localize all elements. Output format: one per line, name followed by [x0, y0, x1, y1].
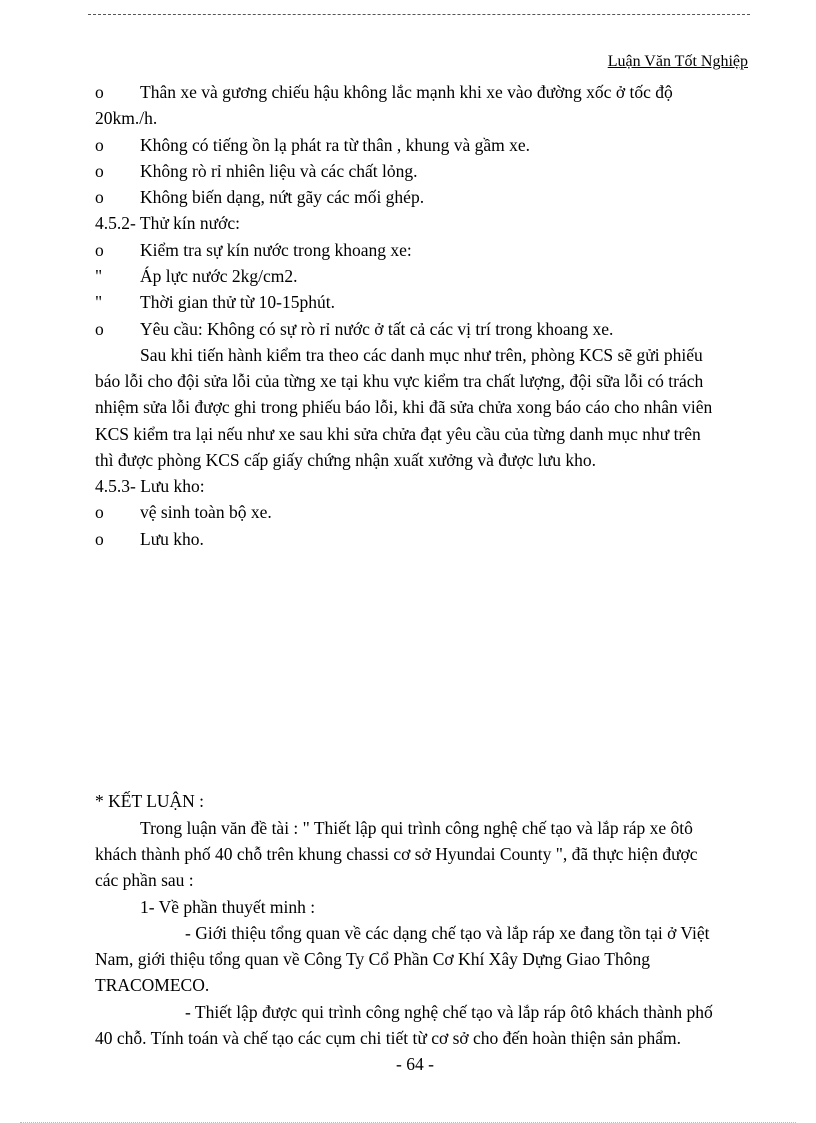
bullet-marker: o — [95, 529, 104, 549]
bullet-marker: o — [95, 187, 104, 207]
conclusion-heading: * KẾT LUẬN : — [95, 791, 205, 811]
bullet-marker: o — [95, 82, 104, 102]
bullet-marker: o — [95, 161, 104, 181]
paragraph-line: báo lỗi cho đội sửa lỗi của từng xe tại khu vực kiểm tra chất lượng, đội sữa lỗi có trách — [95, 371, 704, 391]
section-heading: 4.5.3- Lưu kho: — [95, 476, 205, 496]
bullet-marker: o — [95, 240, 104, 260]
paragraph-line: KCS kiểm tra lại nếu như xe sau khi sửa chửa đạt yêu cầu của từng danh mục như trên — [95, 424, 701, 444]
paragraph-line: - Thiết lập được qui trình công nghệ chế tạo và lắp ráp ôtô khách thành phố — [185, 1002, 713, 1022]
paragraph-line: thì được phòng KCS cấp giấy chứng nhận xuất xưởng và được lưu kho. — [95, 450, 596, 470]
paragraph-line: - Giới thiệu tổng quan về các dạng chế tạo và lắp ráp xe đang tồn tại ở Việt — [185, 923, 710, 943]
list-item-text: Kiểm tra sự kín nước trong khoang xe: — [140, 240, 412, 260]
list-item-text: Không biến dạng, nứt gãy các mối ghép. — [140, 187, 425, 207]
part-heading: 1- Về phần thuyết minh : — [140, 897, 316, 917]
list-item-text: Yêu cầu: Không có sự rò rỉ nước ở tất cả các vị trí trong khoang xe. — [140, 319, 614, 339]
paragraph-line: Sau khi tiến hành kiểm tra theo các danh mục như trên, phòng KCS sẽ gửi phiếu — [140, 345, 703, 365]
paragraph-line: TRACOMECO. — [95, 975, 210, 995]
bullet-marker: " — [95, 266, 103, 286]
list-item-text: Lưu kho. — [140, 529, 204, 549]
bullet-marker: o — [95, 319, 104, 339]
page-number: - 64 - — [396, 1054, 434, 1074]
header-rule — [88, 14, 750, 15]
paragraph-line: các phần sau : — [95, 870, 194, 890]
list-item-text: vệ sinh toàn bộ xe. — [140, 502, 272, 522]
section-heading: 4.5.2- Thử kín nước: — [95, 213, 241, 233]
list-item-text: Thân xe và gương chiếu hậu không lắc mạnh khi xe vào đường xốc ở tốc độ — [140, 82, 673, 102]
paragraph-line: Trong luận văn đề tài : " Thiết lập qui trình công nghệ chế tạo và lắp ráp xe ôtô — [140, 818, 693, 838]
list-item-text: Áp lực nước 2kg/cm2. — [140, 266, 298, 286]
paragraph-line: Nam, giới thiệu tổng quan về Công Ty Cổ Phần Cơ Khí Xây Dựng Giao Thông — [95, 949, 650, 969]
continuation-text: 20km./h. — [95, 108, 158, 128]
paragraph-line: 40 chỗ. Tính toán và chế tạo các cụm chi tiết từ cơ sở cho đến hoàn thiện sản phẩm. — [95, 1028, 682, 1048]
paragraph-line: nhiệm sửa lỗi được ghi trong phiếu báo lỗi, khi đã sửa chửa xong báo cáo cho nhân viên — [95, 397, 713, 417]
list-item-text: Không có tiếng ồn lạ phát ra từ thân , khung và gầm xe. — [140, 135, 531, 155]
list-item-text: Không rò rỉ nhiên liệu và các chất lỏng. — [140, 161, 418, 181]
list-item-text: Thời gian thử từ 10-15phút. — [140, 292, 335, 312]
bullet-marker: " — [95, 292, 103, 312]
bullet-marker: o — [95, 502, 104, 522]
paragraph-line: khách thành phố 40 chỗ trên khung chassi cơ sở Hyundai County ", đã thực hiện được — [95, 844, 698, 864]
running-header: Luận Văn Tốt Nghiệp — [607, 53, 748, 70]
bullet-marker: o — [95, 135, 104, 155]
